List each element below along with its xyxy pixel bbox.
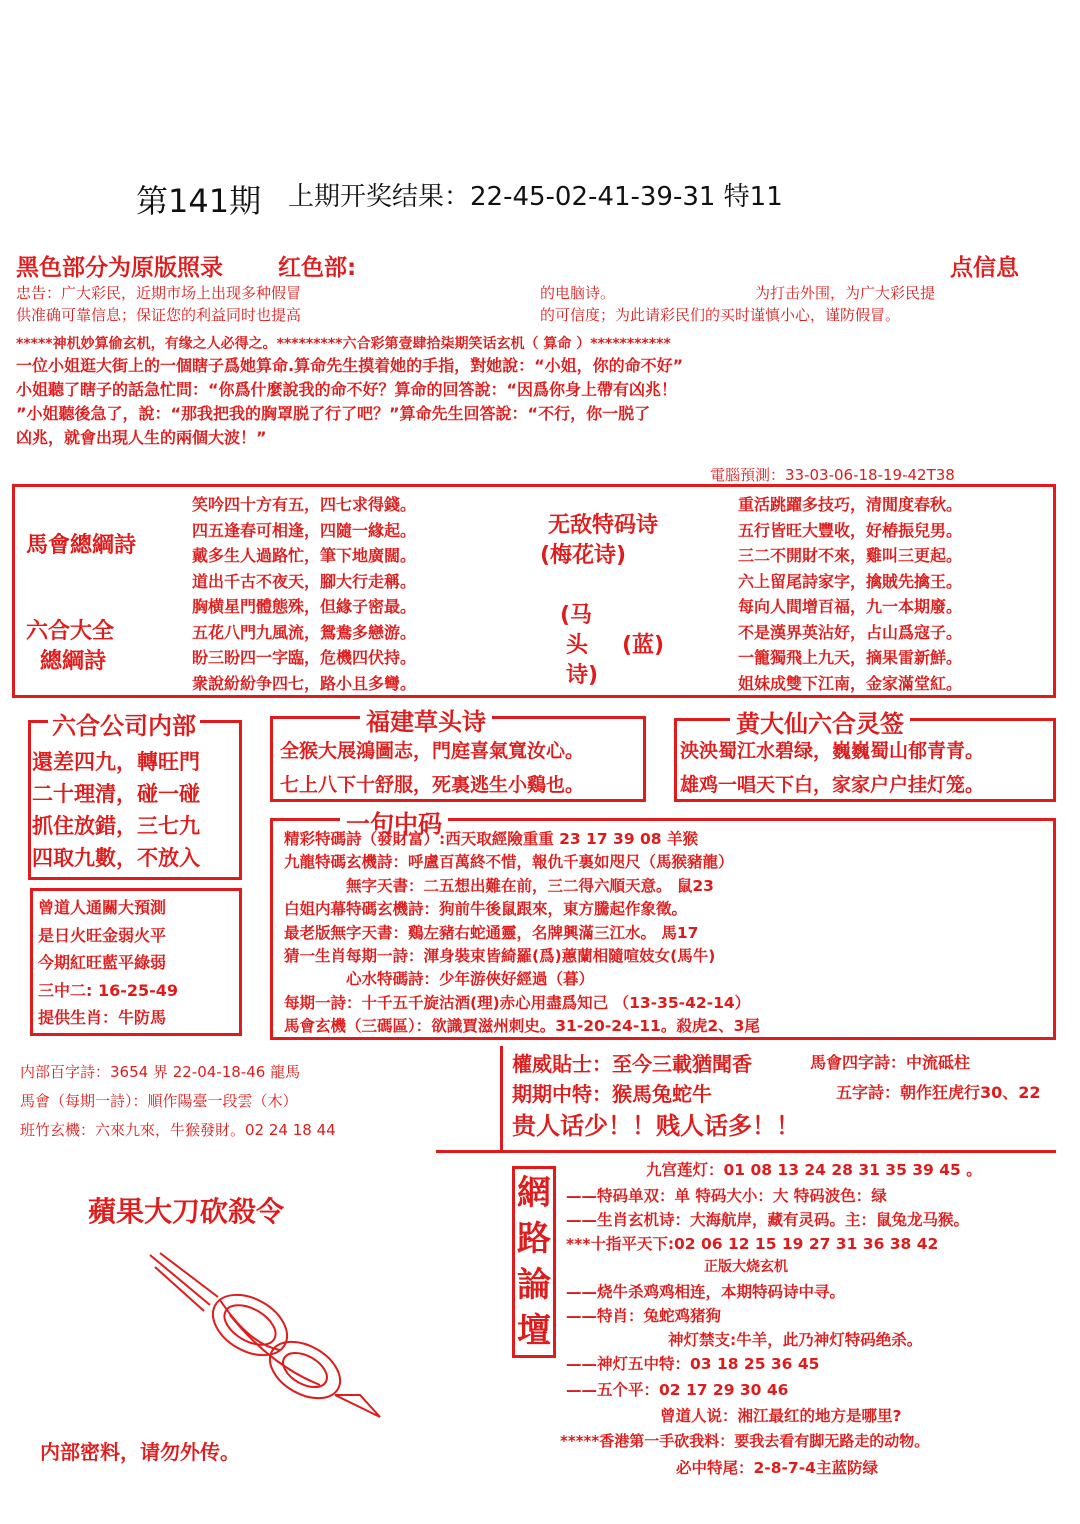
fujian-lines: [280, 734, 642, 802]
sentence-line: 每期一詩：十千五千旋沽酒(理)赤心用盡爲知己 （13-35-42-14）: [284, 993, 751, 1012]
huang-lines: [680, 734, 1052, 802]
fujian-line: 全猴大展鴻圖志，門庭喜氣寬汝心。: [280, 740, 585, 762]
left-poem: [192, 492, 530, 696]
company-line: 還差四九，轉旺門: [32, 750, 200, 774]
internal-line: 馬會（每期一詩）：順作陽臺一段雲（木）: [20, 1092, 298, 1110]
red-part-label: 红色部:: [278, 255, 357, 281]
authority-line2: 期期中特：猴馬兔蛇牛: [512, 1082, 712, 1106]
story-line: 凶兆，就會出現人生的兩個大波！”: [16, 428, 267, 447]
internal-underline: [436, 1150, 1056, 1153]
forum-char: 論: [517, 1265, 551, 1305]
issue-number: 第141期: [136, 182, 262, 220]
internal-lines: [20, 1058, 500, 1145]
internal-line: 班竹玄機：六來九來，牛猴發財。02 24 18 44: [20, 1121, 336, 1139]
notice-line: 忠告：广大彩民，近期市场上出现多种假冒: [16, 284, 302, 302]
sentence-line: 精彩特碼詩（發財富）:西天取經險重重 23 17 39 08 羊猴: [284, 830, 698, 848]
poem-line: 五花八門九風流，鴛鴦多戀游。: [192, 622, 417, 642]
internal-line: 内部百字詩：3654 界 22-04-18-46 龍馬: [20, 1063, 301, 1081]
notice-line: 的可信度；为此请彩民们的买时谨慎小心，谨防假冒。: [540, 306, 901, 324]
notice-line: 的电脑诗。: [540, 284, 616, 302]
huang-title: 黄大仙六合灵签: [730, 704, 910, 739]
center-title-sub: (梅花诗): [540, 543, 627, 568]
company-lines: [32, 746, 240, 874]
poem-line: 六上留尾詩家字，擒賊先擒王。: [738, 571, 963, 591]
poem-label-2a: 六合大全: [26, 619, 115, 644]
center-title: 无敌特码诗: [548, 513, 659, 538]
authority-four-char: 馬會四字詩：中流砥柱: [810, 1053, 971, 1072]
sentence-line: 馬會玄機（三碼區）：欲識賈滋州刺史。31-20-24-11。殺虎2、3尾: [284, 1017, 760, 1036]
story-line: 一位小姐逛大街上的一個瞎子爲她算命.算命先生摸着她的手指，對她說：“小姐，你的命不好”: [16, 356, 684, 375]
poem-label-1: 馬會總綱詩: [26, 533, 137, 558]
poem-line: 三二不開財不來，雞叫三更起。: [738, 546, 963, 565]
poem-line: 戴多生人過路忙，筆下地廣闊。: [192, 546, 417, 565]
sentence-line: 白姐内幕特碼玄機詩：狗前牛後鼠跟來，東方騰起作象徵。: [284, 900, 688, 919]
poem-line: 重活跳躍多技巧，清閒度春秋。: [738, 495, 963, 514]
poem-line: 衆說紛紛争四七，路小且多彎。: [192, 673, 417, 693]
poem-line: 盼三盼四一字臨，危機四伏持。: [192, 648, 417, 667]
poem-line: 一籠獨飛上九天，摘果雷新鮮。: [738, 648, 963, 667]
knife-drawing-icon: [140, 1245, 400, 1425]
notice-line: 供准确可靠信息；保证您的利益同时也提高: [16, 306, 302, 324]
poem-line: 道出千古不夜天，腳大行走稱。: [192, 571, 417, 591]
forum-line: 九宫莲灯：01 08 13 24 28 31 35 39 45 。: [646, 1161, 982, 1179]
company-line: 二十理清，碰一碰: [32, 782, 200, 806]
center-sub: 诗): [566, 663, 599, 688]
story-line: 小姐聽了瞎子的話急忙問：“你爲什麼說我的命不好？算命的回答說：“因爲你身上帶有凶兆！: [16, 380, 678, 399]
forum-vertical-title: [514, 1170, 554, 1354]
one-sentence-lines: [284, 828, 1052, 1039]
right-poem: [738, 492, 1052, 696]
apple-title: 蘋果大刀砍殺令: [88, 1195, 285, 1228]
sentence-line: 猜一生肖每期一詩：渾身裝束皆綺羅(爲)蕙蘭相隨喧妓女(馬牛): [284, 947, 716, 966]
center-sub: (蓝): [622, 633, 665, 658]
apple-footer: 内部密料，请勿外传。: [40, 1440, 240, 1464]
forum-line: ***十指平天下:02 06 12 15 19 27 31 36 38 42: [566, 1235, 939, 1253]
forum-line: 曾道人说：湘江最红的地方是哪里?: [660, 1407, 902, 1425]
poem-line: 胸横星門體態殊，但緣子密最。: [192, 597, 417, 616]
forum-line: ——特码单双：单 特码大小：大 特码波色：绿: [566, 1187, 887, 1205]
internal-side-line: [500, 1046, 503, 1150]
forum-char: 網: [517, 1173, 551, 1213]
sentence-line: 無字天書：二五想出難在前，三二得六順天意。 鼠23: [346, 876, 714, 895]
notice-line: 为打击外围，为广大彩民提: [755, 284, 936, 302]
computer-prediction: 電腦預測：33-03-06-18-19-42T38: [710, 466, 955, 484]
sentence-line: 最老版無字天書：鷄左豬右蛇通靈，名牌興滿三江水。 馬17: [284, 923, 699, 942]
last-result: 上期开奖结果：22-45-02-41-39-31 特11: [288, 182, 783, 212]
poem-line: 每向人間增百福，九一本期廢。: [738, 597, 963, 616]
company-line: 抓住放錯，三七九: [32, 814, 200, 838]
fujian-line: 七上八下十舒服，死裏逃生小鷄也。: [280, 774, 585, 796]
info-label: 点信息: [950, 255, 1019, 281]
center-sub: 头: [566, 633, 589, 658]
poem-line: 不是漢界英沾好，占山爲寇子。: [738, 622, 963, 642]
forum-line: ——生肖玄机诗：大海航岸，藏有灵码。主：鼠兔龙马猴。: [566, 1211, 970, 1229]
forum-line: ——特肖：兔蛇鸡猪狗: [566, 1307, 722, 1325]
forum-char: 路: [517, 1219, 551, 1259]
black-part-label: 黑色部分为原版照录: [16, 255, 223, 281]
authority-line1: 權威貼士：至今三載猶聞香: [512, 1052, 752, 1076]
forum-line: ——烧牛杀鸡鸡相连，本期特码诗中寻。: [566, 1283, 846, 1301]
poem-label-2b: 總綱詩: [40, 649, 107, 674]
poem-line: 姐妹成雙下江南，金家滿堂紅。: [738, 673, 963, 693]
forum-line: 正版大烧玄机: [704, 1259, 788, 1275]
zeng-line: 曾道人通關大預測: [38, 898, 167, 917]
zeng-line: 提供生肖：牛防馬: [38, 1008, 167, 1027]
zeng-lines: [38, 894, 238, 1032]
forum-line: 神灯禁支:牛羊，此乃神灯特码绝杀。: [668, 1331, 923, 1349]
forum-line: *****香港第一手砍我料：要我去看有脚无路走的动物。: [560, 1432, 930, 1450]
fujian-title: 福建草头诗: [360, 702, 492, 737]
sentence-line: 九龍特碼玄機詩：呼盧百萬終不惜，報仇千裏如咫尺（馬猴豬龍）: [284, 853, 734, 872]
poem-line: 四五逢春可相逢，四隨一緣起。: [192, 520, 417, 540]
sentence-line: 心水特碼詩：少年游俠好經過（暮）: [346, 970, 595, 989]
poem-line: 五行皆旺大豐收，好椿振兒男。: [738, 520, 963, 540]
authority-five-char: 五字詩：朝作狂虎行30、22: [836, 1083, 1041, 1102]
huang-line: 泱泱蜀江水碧绿，巍巍蜀山郁青青。: [680, 740, 985, 762]
poem-line: 笑吟四十方有五，四七求得錢。: [192, 495, 417, 514]
one-sentence-title: 一句中码: [340, 804, 448, 839]
authority-slogan: 贵人话少！！贱人话多！！: [512, 1112, 800, 1140]
forum-char: 壇: [517, 1311, 551, 1351]
joke-title: *****神机妙算偷玄机，有缘之人必得之。*********六合彩第壹肆拾柒期笑话玄机（ 算命 ）***********: [16, 336, 671, 352]
forum-line: ——神灯五中特：03 18 25 36 45: [566, 1355, 820, 1373]
joke-story: [16, 354, 1076, 450]
company-line: 四取九數，不放入: [32, 846, 200, 870]
zeng-line: 今期紅旺藍平綠弱: [38, 953, 167, 972]
forum-line: 必中特尾：2-8-7-4主蓝防绿: [676, 1459, 878, 1477]
center-sub: (马: [560, 603, 593, 628]
company-title: 六合公司内部: [48, 706, 200, 741]
story-line: ”小姐聽後急了，說：“那我把我的胸罩脱了行了吧？”算命先生回答說：“不行，你一脱了: [16, 404, 651, 423]
huang-line: 雄鸡一唱天下白，家家户户挂灯笼。: [680, 774, 985, 796]
zeng-line: 三中二: 16-25-49: [38, 980, 179, 1000]
zeng-line: 是日火旺金弱火平: [38, 925, 167, 945]
forum-line: ——五个平：02 17 29 30 46: [566, 1381, 789, 1399]
